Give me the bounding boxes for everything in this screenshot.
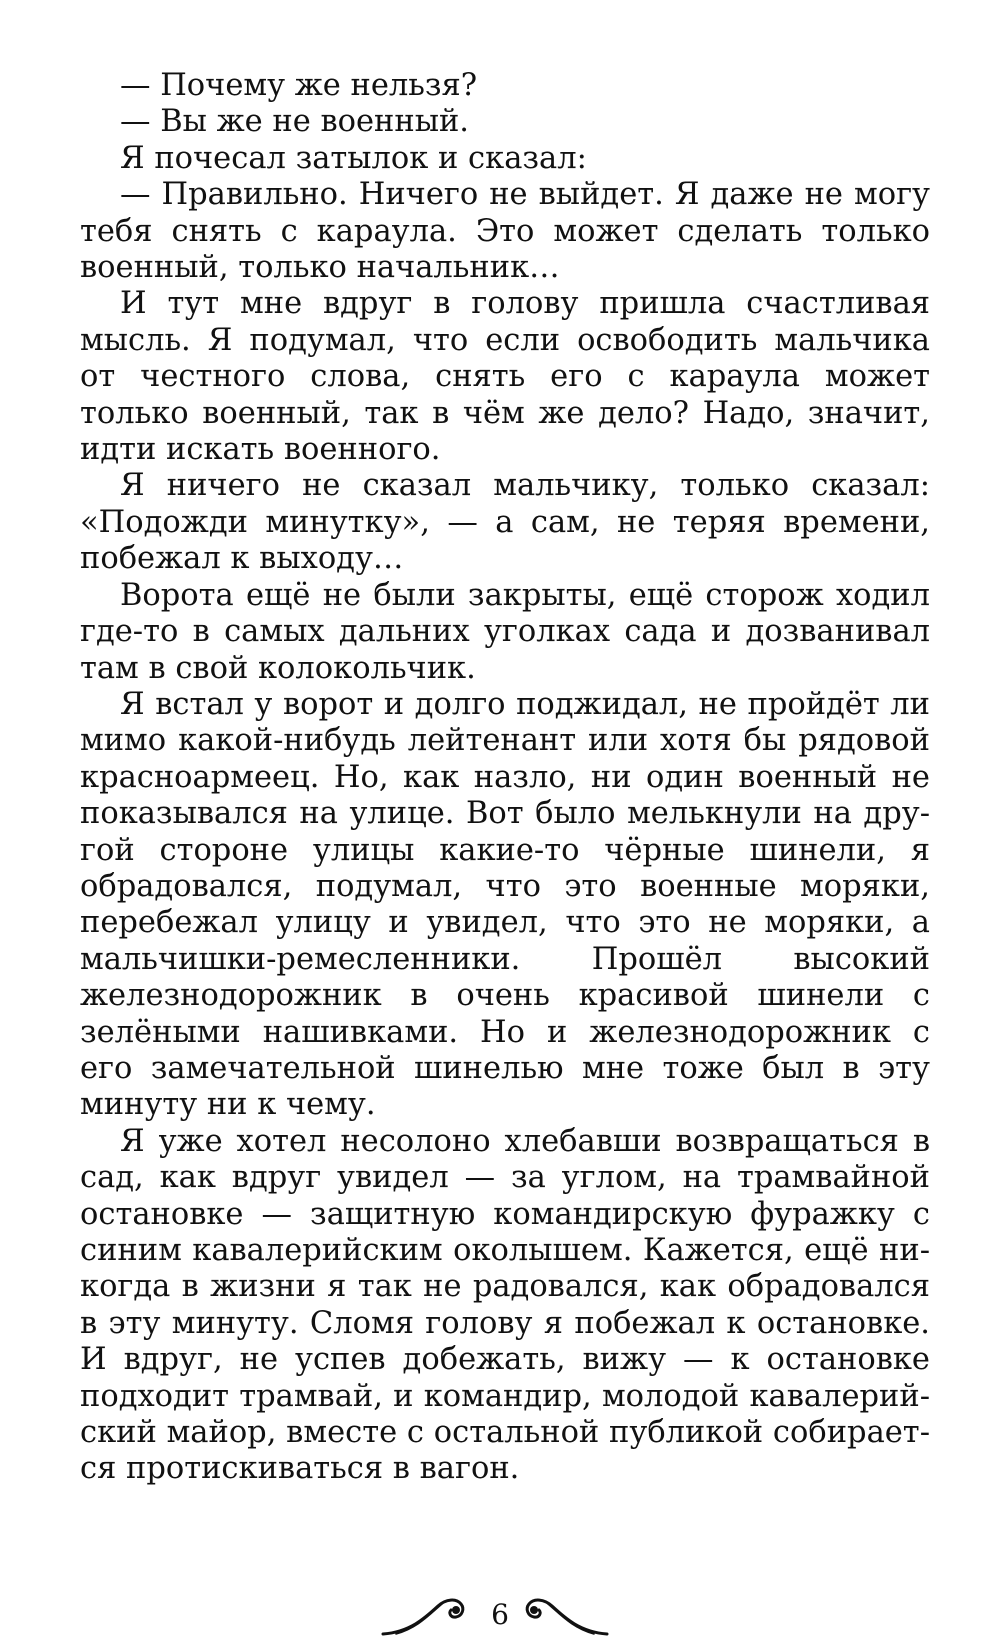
paragraph: — Вы же не военный. (120, 104, 469, 140)
paragraph: Я ничего не сказал мальчику, только сказал: «Подожди минутку», — а сам, не теряя времени, побежал к выходу… (80, 468, 930, 577)
paragraph: Я встал у ворот и долго поджидал, не пройдёт ли мимо какой-нибудь лейтенант или хотя бы рядовой красноармеец. Но, как назло, ни один военный не показывался на улице. Вот было мелькнули на другой стороне улицы какие-то чёрные шинели, я обрадовался, подумал, что это военные моряки, перебежал улицу и увидел, что это не моряки, а мальчишки-ремесленники. Прошёл высокий железнодорожник в очень красивой шинели с зелёными нашивками. Но и железнодорожник с его замечательной шинелью мне тоже был в эту минуту ни к чему. (80, 686, 930, 1123)
paragraph: И тут мне вдруг в голову пришла счастливая мысль. Я подумал, что если освободить мальчика от честного слова, снять его с караула может только военный, так в чём же дело? Надо, значит, идти искать военного. (80, 286, 930, 468)
swirl-ornament-left-icon (383, 1600, 463, 1634)
swirl-ornament-right-icon (527, 1600, 607, 1634)
paragraph: Я уже хотел несолоно хлебавши возвращаться в сад, как вдруг увидел — за углом, на трамвайной остановке — защитную командирскую фуражку с синим кавалерийским околышем. Кажется, ещё никогда в жизни я так не радовался, как обрадовался в эту минуту. Сломя голову я побежал к остановке. И вдруг, не успев добежать, вижу — к остановке подходит трамвай, и командир, молодой кавалерийский майор, вместе с остальной публикой собирается протискиваться в вагон. (80, 1123, 930, 1487)
paragraph: Ворота ещё не были закрыты, ещё сторож ходил где-то в самых дальних уголках сада и дозванивал там в свой колокольчик. (80, 577, 930, 686)
paragraph: — Правильно. Ничего не выйдет. Я даже не могу тебя снять с караула. Это может сделать только военный, только начальник… (80, 177, 930, 286)
paragraph: Я почесал затылок и сказал: (120, 140, 587, 176)
paragraph: — Почему же нельзя? (120, 68, 478, 103)
page-text (80, 68, 930, 1488)
page-number: 6 (491, 1598, 509, 1631)
